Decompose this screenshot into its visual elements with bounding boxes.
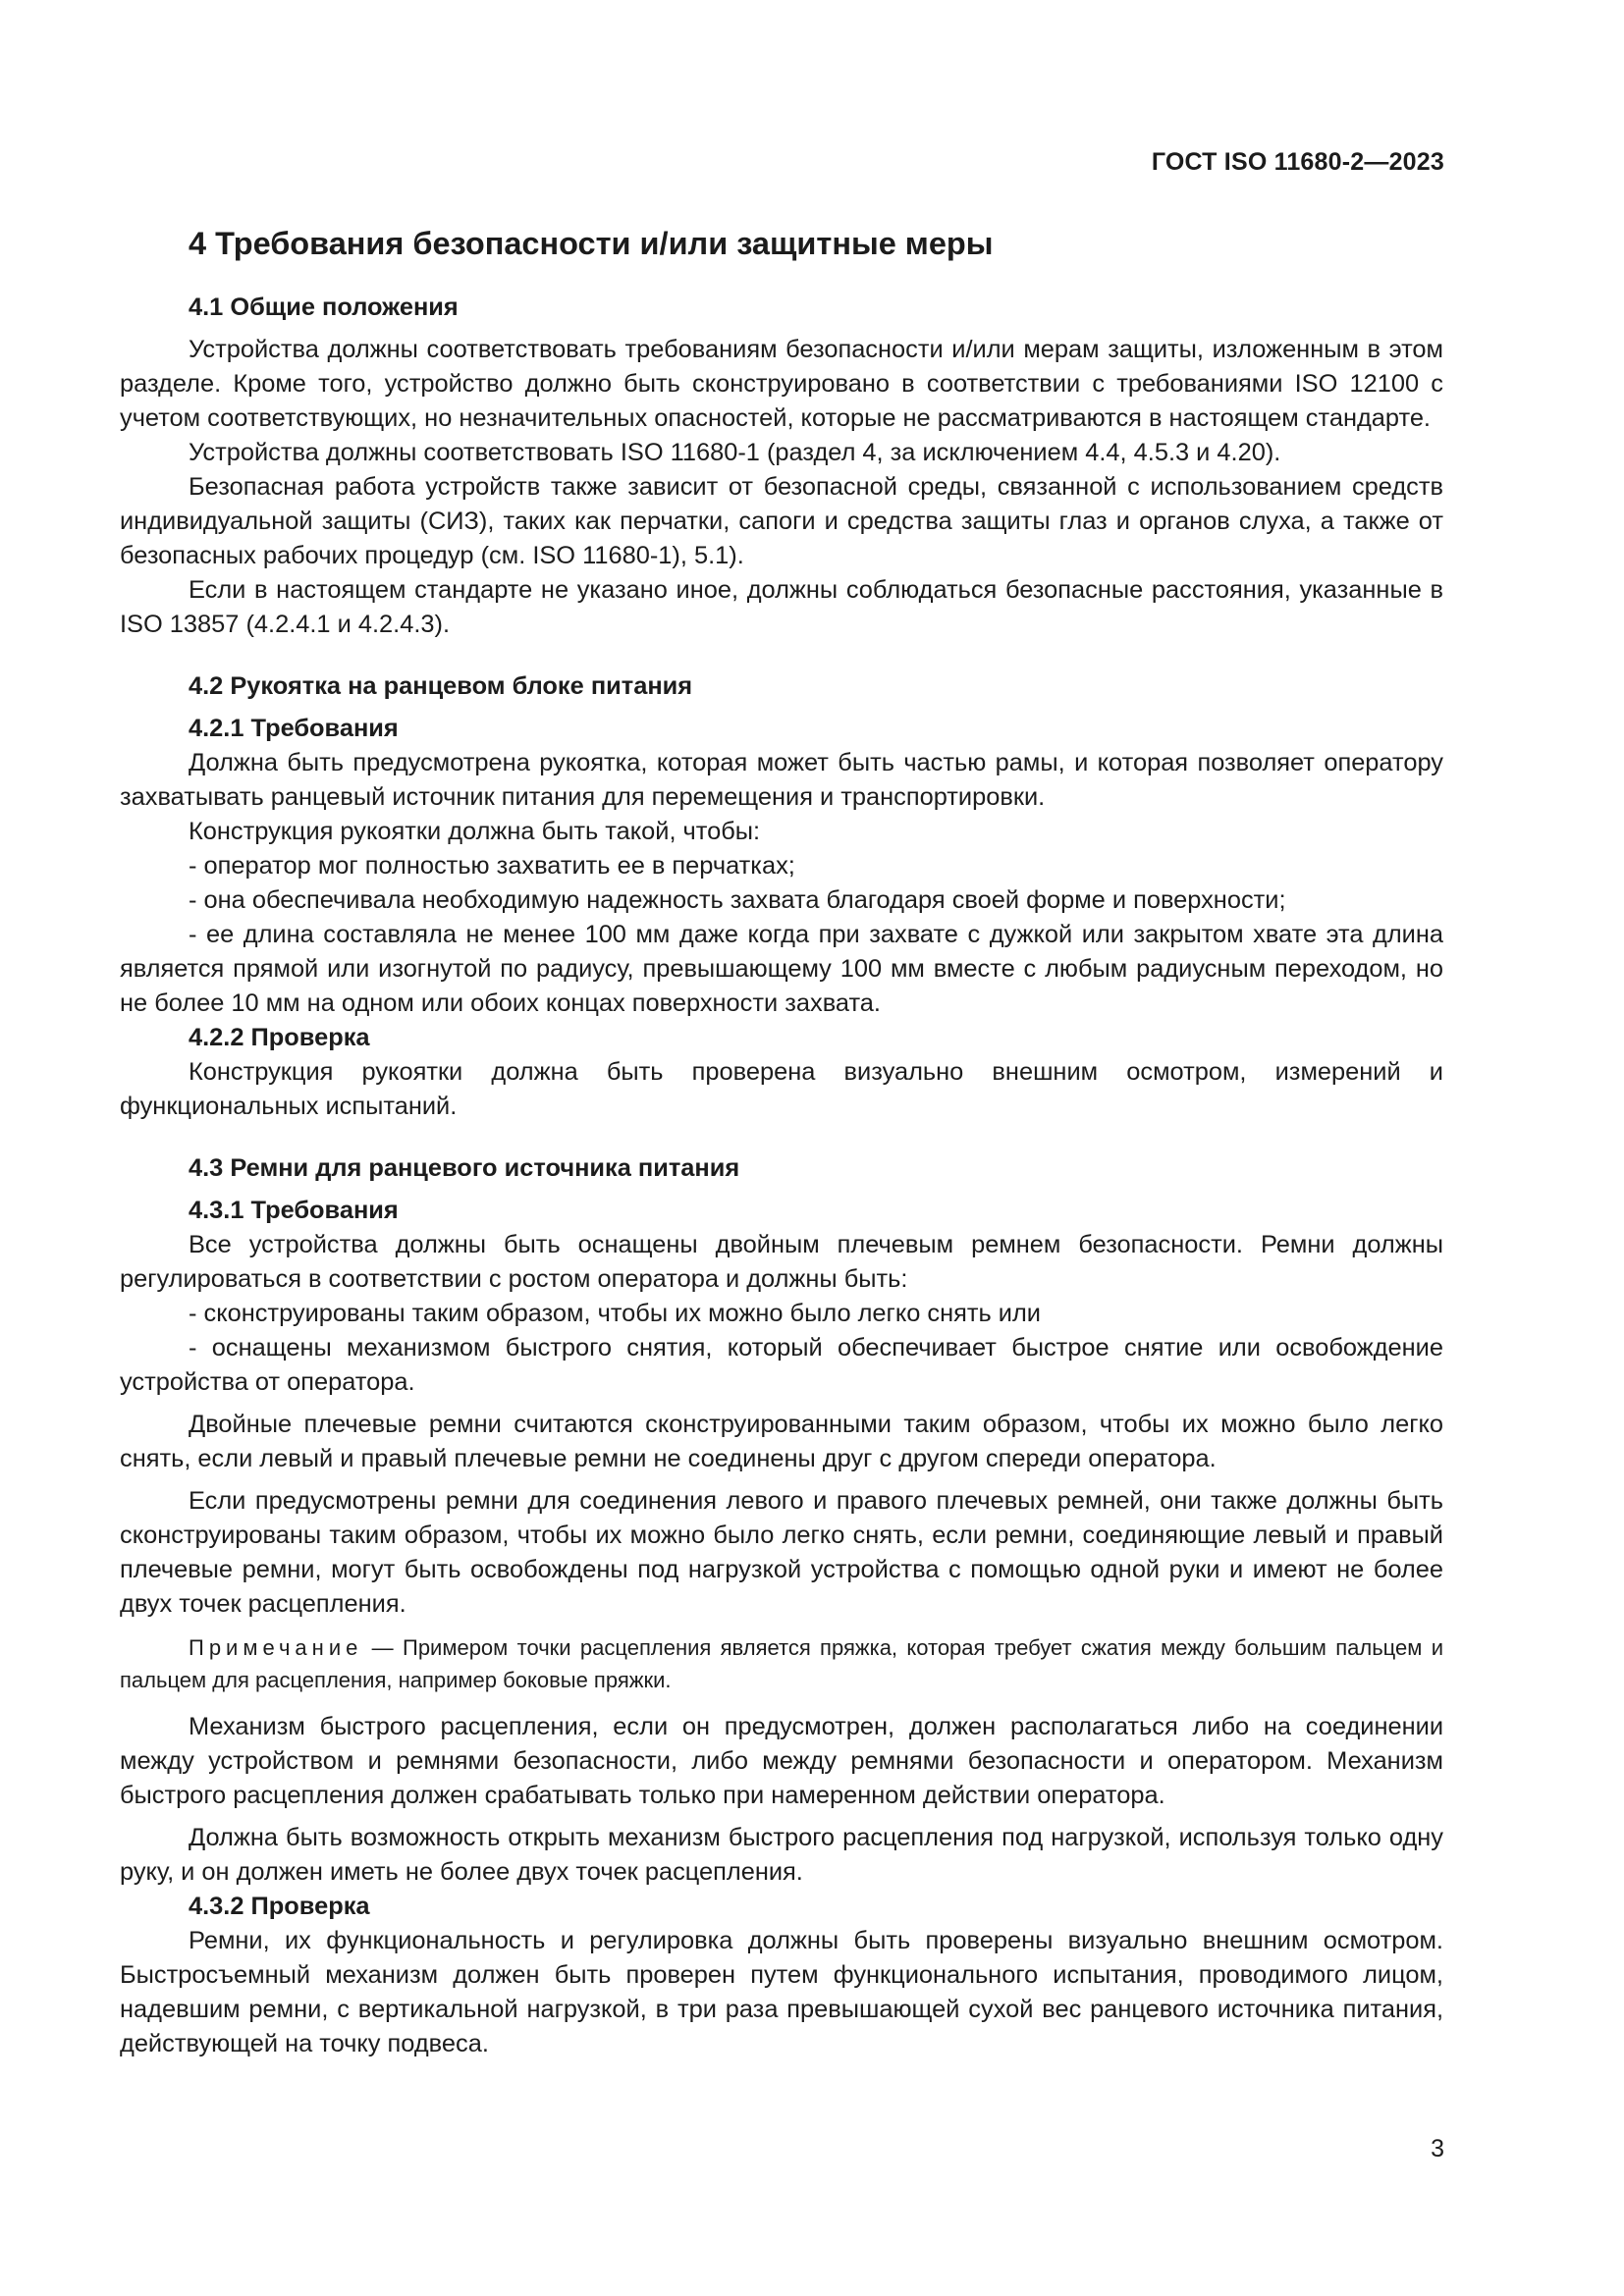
- paragraph: Все устройства должны быть оснащены двойным плечевым ремнем безопасности. Ремни должны регулироваться в соответствии с ростом оператора и должны быть:: [120, 1231, 1443, 1293]
- paragraph: Ремни, их функциональность и регулировка должны быть проверены визуально внешним осмотром. Быстросъемный механизм должен быть проверен путем функционального испытания, проводимого лицом, надевшим ремни, с вертикальной нагрузкой, в три раза превышающей сухой вес ранцевого источника питания, действующей на точку подвеса.: [120, 1927, 1443, 2057]
- paragraph: Конструкция рукоятки должна быть проверена визуально внешним осмотром, измерений и функциональных испытаний.: [120, 1058, 1443, 1120]
- note: [120, 1631, 1443, 1696]
- page-number: 3: [1431, 2135, 1444, 2163]
- section-4-3-title: 4.3 Ремни для ранцевого источника питания: [189, 1154, 740, 1182]
- paragraph: Устройства должны соответствовать ISO 11680-1 (раздел 4, за исключением 4.4, 4.5.3 и 4.20).: [189, 439, 1281, 466]
- section-4-2-title: 4.2 Рукоятка на ранцевом блоке питания: [189, 672, 693, 700]
- paragraph: Должна быть возможность открыть механизм быстрого расцепления под нагрузкой, используя только одну руку, и он должен иметь не более двух точек расцепления.: [120, 1824, 1443, 1886]
- section-4-3-2-title: 4.3.2 Проверка: [189, 1893, 370, 1920]
- paragraph: Механизм быстрого расцепления, если он предусмотрен, должен располагаться либо на соединении между устройством и ремнями безопасности, либо между ремнями безопасности и оператором. Механизм быстрого расцепления должен срабатывать только при намеренном действии оператора.: [120, 1713, 1443, 1809]
- section-4-2-2-title: 4.2.2 Проверка: [189, 1024, 370, 1051]
- paragraph: Устройства должны соответствовать требованиям безопасности и/или мерам защиты, изложенным в этом разделе. Кроме того, устройство должно быть сконструировано в соответствии с требованиями ISO 12100 с учетом соответствующих, но незначительных опасностей, которые не рассматриваются в настоящем стандарте.: [120, 336, 1443, 432]
- list-item: - она обеспечивала необходимую надежность захвата благодаря своей форме и поверхности;: [189, 886, 1286, 914]
- paragraph: Двойные плечевые ремни считаются сконструированными таким образом, чтобы их можно было легко снять, если левый и правый плечевые ремни не соединены друг с другом спереди оператора.: [120, 1411, 1443, 1472]
- paragraph: Если в настоящем стандарте не указано иное, должны соблюдаться безопасные расстояния, указанные в ISO 13857 (4.2.4.1 и 4.2.4.3).: [120, 576, 1443, 638]
- page-content: [120, 224, 1443, 2061]
- list-item: - сконструированы таким образом, чтобы их можно было легко снять или: [189, 1300, 1041, 1327]
- section-4-3-1-title: 4.3.1 Требования: [189, 1197, 399, 1224]
- paragraph: Безопасная работа устройств также зависит от безопасной среды, связанной с использованием средств индивидуальной защиты (СИЗ), таких как перчатки, сапоги и средства защиты глаз и органов слуха, а также от безопасных рабочих процедур (см. ISO 11680-1), 5.1).: [120, 473, 1443, 569]
- list-item: - оснащены механизмом быстрого снятия, который обеспечивает быстрое снятие или освобождение устройства от оператора.: [120, 1334, 1443, 1396]
- list-item: - ее длина составляла не менее 100 мм даже когда при захвате с дужкой или закрытом хвате эта длина является прямой или изогнутой по радиусу, превышающему 100 мм вместе с любым радиусным переходом, но не более 10 мм на одном или обоих концах поверхности захвата.: [120, 921, 1443, 1017]
- note-text: — Примером точки расцепления является пряжка, которая требует сжатия между большим пальцем и пальцем для расцепления, например боковые пряжки.: [120, 1635, 1443, 1692]
- section-4-1-title: 4.1 Общие положения: [189, 294, 459, 321]
- document-code: ГОСТ ISO 11680-2—2023: [1151, 148, 1444, 176]
- section-4-2-1-title: 4.2.1 Требования: [189, 715, 399, 742]
- list-item: - оператор мог полностью захватить ее в перчатках;: [189, 852, 795, 880]
- section-4-title: 4 Требования безопасности и/или защитные меры: [189, 226, 994, 261]
- paragraph: Конструкция рукоятки должна быть такой, чтобы:: [189, 818, 761, 845]
- paragraph: Если предусмотрены ремни для соединения левого и правого плечевых ремней, они также должны быть сконструированы таким образом, чтобы их можно было легко снять, если ремни, соединяющие левый и правый плечевые ремни, могут быть освобождены под нагрузкой устройства с помощью одной руки и имеют не более двух точек расцепления.: [120, 1487, 1443, 1618]
- paragraph: Должна быть предусмотрена рукоятка, которая может быть частью рамы, и которая позволяет оператору захватывать ранцевый источник питания для перемещения и транспортировки.: [120, 749, 1443, 811]
- note-label: Примечание: [189, 1635, 363, 1660]
